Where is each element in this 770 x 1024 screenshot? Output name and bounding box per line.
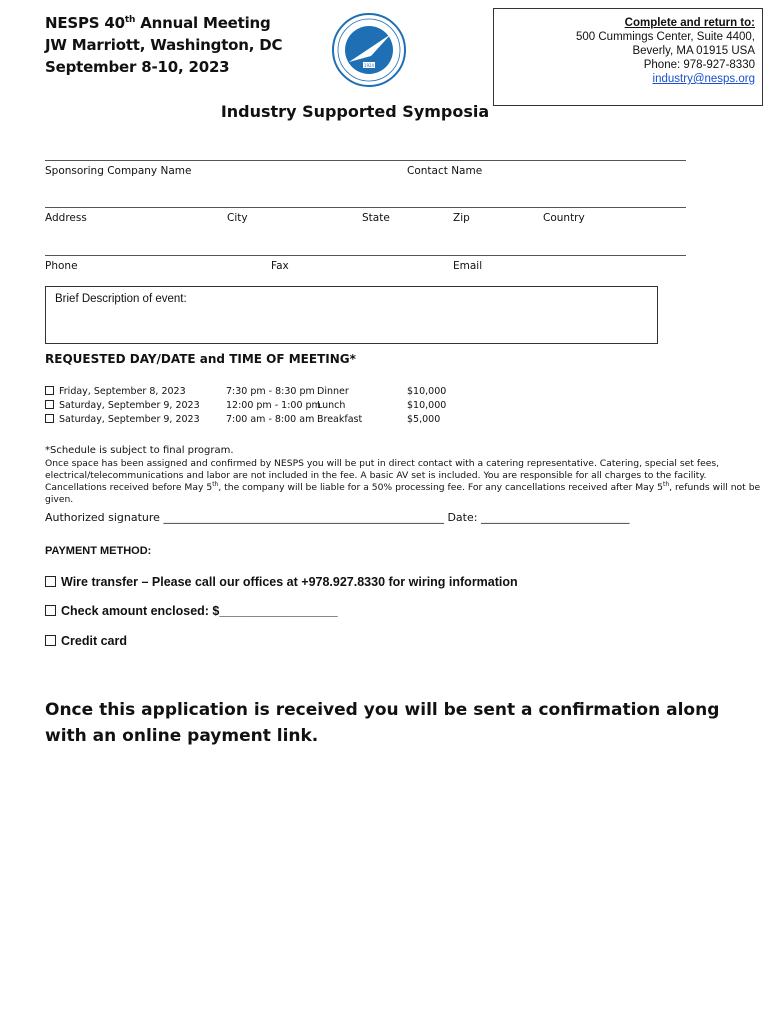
state-label: State <box>362 212 390 224</box>
return-address-box <box>493 8 763 106</box>
email-label: Email <box>453 260 483 272</box>
checkbox[interactable] <box>45 576 56 587</box>
date-field[interactable]: ___________________________ <box>480 511 630 524</box>
checkbox[interactable] <box>45 635 56 646</box>
return-email-link[interactable]: industry@nesps.org <box>652 73 755 85</box>
meeting-title: NESPS 40th Annual Meeting <box>45 14 271 32</box>
sponsor-label: Sponsoring Company Name <box>45 165 192 177</box>
return-address-line1: 500 Cummings Center, Suite 4400, <box>576 31 755 43</box>
schedule-meal: Dinner <box>317 386 349 397</box>
zip-label: Zip <box>453 212 470 224</box>
address-line[interactable] <box>45 207 686 208</box>
schedule-time: 7:00 am - 8:00 am <box>226 414 315 425</box>
schedule-day: Saturday, September 9, 2023 <box>45 414 200 425</box>
payment-heading: PAYMENT METHOD: <box>45 545 152 557</box>
schedule-notes <box>45 444 770 506</box>
address-label: Address <box>45 212 87 224</box>
event-description-field[interactable] <box>45 286 658 344</box>
svg-text:1924: 1924 <box>363 63 375 68</box>
phone-label: Phone <box>45 260 78 272</box>
country-label: Country <box>543 212 585 224</box>
form-title: Industry Supported Symposia <box>220 102 490 121</box>
schedule-day: Saturday, September 9, 2023 <box>45 400 200 411</box>
schedule-day: Friday, September 8, 2023 <box>45 386 186 397</box>
catering-note: Once space has been assigned and confirmed by NESPS you will be put in direct contact with a catering representative. Catering, special set fees, <box>45 458 720 469</box>
checkbox[interactable] <box>45 386 54 395</box>
schedule-price: $10,000 <box>407 400 447 411</box>
cancellation-note: Cancellations received before May 5th, the company will be liable for a 50% processing fee. For any cancellations received after May 5th, refunds will not be given. <box>45 480 761 505</box>
return-title: Complete and return to: <box>624 17 755 29</box>
contact-label: Contact Name <box>407 165 483 177</box>
checkbox[interactable] <box>45 400 54 409</box>
meeting-dates: September 8-10, 2023 <box>45 58 230 76</box>
schedule-price: $10,000 <box>407 386 447 397</box>
schedule-time: 7:30 pm - 8:30 pm <box>226 386 315 397</box>
return-phone: Phone: 978-927-8330 <box>643 59 755 71</box>
payment-option-check[interactable]: Check amount enclosed: $_________________ <box>45 604 338 618</box>
meeting-venue: JW Marriott, Washington, DC <box>45 36 283 54</box>
charges-note: electrical/telecommunications and labor are not included in the fee. A basic AV set is included. You are responsible for all charges to the facility. <box>45 470 707 481</box>
return-address-line2: Beverly, MA 01915 USA <box>632 45 755 57</box>
signature-row <box>45 511 629 524</box>
schedule-note: *Schedule is subject to final program. <box>45 445 234 456</box>
schedule-time: 12:00 pm - 1:00 pm <box>226 400 321 411</box>
sponsor-contact-line[interactable] <box>45 160 686 161</box>
payment-option-wire[interactable]: Wire transfer – Please call our offices at +978.927.8330 for wiring information <box>45 575 518 589</box>
checkbox[interactable] <box>45 605 56 616</box>
schedule-meal: Lunch <box>317 400 346 411</box>
fax-label: Fax <box>271 260 289 272</box>
signature-field[interactable]: ___________________________________________________ <box>163 511 444 524</box>
date-label: Date: <box>447 511 478 524</box>
closing-message: Once this application is received you will be sent a confirmation along with an online payment link. <box>45 700 720 746</box>
meeting-header <box>45 12 282 78</box>
payment-option-credit[interactable]: Credit card <box>45 634 127 648</box>
schedule-meal: Breakfast <box>317 414 363 425</box>
description-label: Brief Description of event: <box>55 293 187 305</box>
phone-line[interactable] <box>45 255 686 256</box>
signature-label: Authorized signature <box>45 511 160 524</box>
schedule-price: $5,000 <box>407 414 441 425</box>
checkbox[interactable] <box>45 414 54 423</box>
city-label: City <box>227 212 248 224</box>
nesps-seal-logo <box>331 12 407 88</box>
requested-heading: REQUESTED DAY/DATE and TIME OF MEETING* <box>45 352 356 366</box>
